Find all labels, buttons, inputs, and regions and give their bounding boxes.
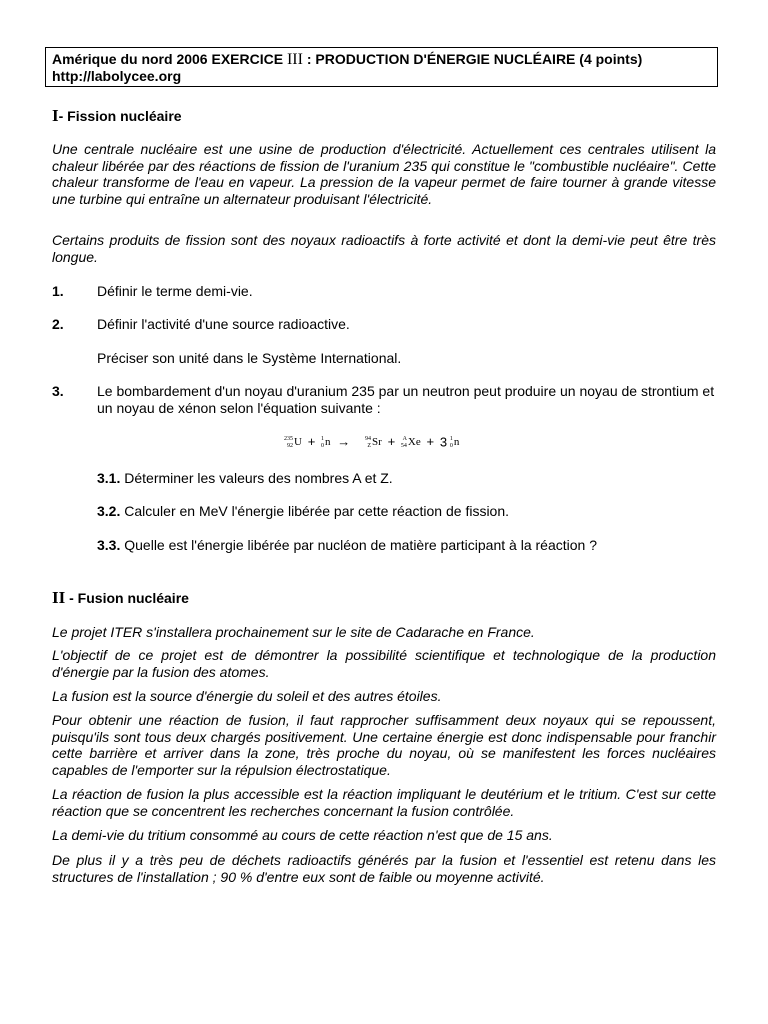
- subquestion-number: 3.3.: [97, 537, 121, 553]
- section-title-text: - Fusion nucléaire: [65, 590, 189, 606]
- subquestion-text: Calculer en MeV l'énergie libérée par cette réaction de fission.: [120, 503, 510, 519]
- section-roman-i: I: [52, 106, 59, 125]
- neutron-charge: 0: [321, 442, 325, 449]
- uranium-mass: 235: [284, 435, 293, 442]
- strontium-symbol: Sr: [372, 436, 382, 449]
- fusion-paragraph-1: Le projet ITER s'installera prochainement sur le site de Cadarache en France.: [52, 624, 535, 640]
- fusion-paragraph-7: De plus il y a très peu de déchets radioactifs générés par la fusion et l'essentiel est retenu dans les structures de l'installation ; 90 % d'entre eux sont de faible ou moyenne activité.: [52, 852, 716, 885]
- strontium-charge: Z: [367, 442, 372, 449]
- xenon-nuclide: [401, 432, 421, 452]
- question-number-2: 2.: [52, 316, 64, 332]
- uranium-symbol: U: [294, 436, 302, 449]
- section-title-fission: [52, 107, 182, 125]
- neutron-coefficient: 3: [439, 434, 448, 450]
- plus-sign: +: [426, 434, 435, 450]
- plus-sign: +: [307, 434, 316, 450]
- strontium-nuclide: [365, 432, 382, 452]
- exercise-header: [45, 47, 718, 87]
- subquestion-3-2: [97, 503, 717, 520]
- neutron-nuclide: [450, 432, 460, 452]
- header-line-1: [52, 51, 711, 68]
- question-text-2: Définir l'activité d'une source radioactive.: [97, 316, 350, 332]
- neutron-charge: 0: [449, 442, 453, 449]
- plus-sign: +: [387, 434, 396, 450]
- fusion-paragraph-2: L'objectif de ce projet est de démontrer la possibilité scientifique et technologique de la production d'énergie par la fusion des atomes.: [52, 647, 716, 680]
- neutron-mass: 1: [321, 435, 325, 442]
- subquestion-3-1: [97, 470, 717, 487]
- neutron-symbol: n: [325, 436, 331, 449]
- subquestion-text: Déterminer les valeurs des nombres A et Z.: [120, 470, 393, 486]
- reaction-arrow: →: [337, 434, 351, 450]
- subquestion-text: Quelle est l'énergie libérée par nucléon de matière participant à la réaction ?: [120, 537, 597, 553]
- header-url: http://labolycee.org: [52, 68, 182, 84]
- subquestion-number: 3.2.: [97, 503, 121, 519]
- question-number-1: 1.: [52, 283, 64, 299]
- uranium-nuclide: [284, 432, 302, 452]
- fusion-paragraph-5: La réaction de fusion la plus accessible est la réaction impliquant le deutérium et le tritium. C'est sur cette réaction que se concentrent les recherches concernant la fusion contrôlée.: [52, 786, 716, 819]
- section-title-text: - Fission nucléaire: [58, 108, 182, 124]
- subquestion-3-3: [97, 537, 717, 554]
- fusion-paragraph-3: La fusion est la source d'énergie du soleil et des autres étoiles.: [52, 688, 442, 704]
- intro-paragraph-2: Certains produits de fission sont des noyaux radioactifs à forte activité et dont la demi-vie peut être très longue.: [52, 232, 716, 265]
- header-prefix: Amérique du nord 2006 EXERCICE: [52, 51, 287, 67]
- xenon-charge: 54: [400, 442, 407, 449]
- neutron-mass: 1: [449, 435, 453, 442]
- xenon-mass: A: [402, 435, 407, 442]
- header-title: : PRODUCTION D'ÉNERGIE NUCLÉAIRE (4 points): [302, 51, 643, 67]
- section-roman-ii: II: [52, 588, 66, 607]
- fusion-paragraph-6: La demi-vie du tritium consommé au cours de cette réaction n'est que de 15 ans.: [52, 827, 553, 843]
- question-text-2b: Préciser son unité dans le Système International.: [97, 350, 402, 366]
- question-number-3: 3.: [52, 383, 64, 399]
- section-title-fusion: [52, 589, 189, 607]
- fission-equation: [284, 432, 459, 452]
- intro-paragraph-1: Une centrale nucléaire est une usine de production d'électricité. Actuellement ces centrales utilisent la chaleur libérée par des réactions de fission de l'uranium 235 qui constitue le "combustible nucléaire". Cette chaleur transforme de l'eau en vapeur. La pression de la vapeur permet de faire tourner à grande vitesse une turbine qui entraîne un alternateur produisant l'électricité.: [52, 141, 716, 207]
- fusion-paragraph-4: Pour obtenir une réaction de fusion, il faut rapprocher suffisamment deux noyaux qui se repoussent, puisqu'ils sont tous deux chargés positivement. Une certaine énergie est donc indispensable pour franchir cette barrière et arriver dans la zone, très proche du noyau, où se manifestent les forces nucléaires capables de l'emporter sur la répulsion électrostatique.: [52, 712, 716, 778]
- subquestion-number: 3.1.: [97, 470, 121, 486]
- question-text-1: Définir le terme demi-vie.: [97, 283, 253, 299]
- neutron-symbol: n: [453, 436, 460, 449]
- question-text-3: Le bombardement d'un noyau d'uranium 235 par un neutron peut produire un noyau de strontium et un noyau de xénon selon l'équation suivante :: [97, 383, 715, 416]
- strontium-mass: 94: [365, 435, 372, 442]
- exercise-roman-number: III: [286, 51, 303, 68]
- neutron-nuclide: [321, 432, 331, 452]
- uranium-charge: 92: [287, 442, 293, 449]
- xenon-symbol: Xe: [407, 436, 421, 449]
